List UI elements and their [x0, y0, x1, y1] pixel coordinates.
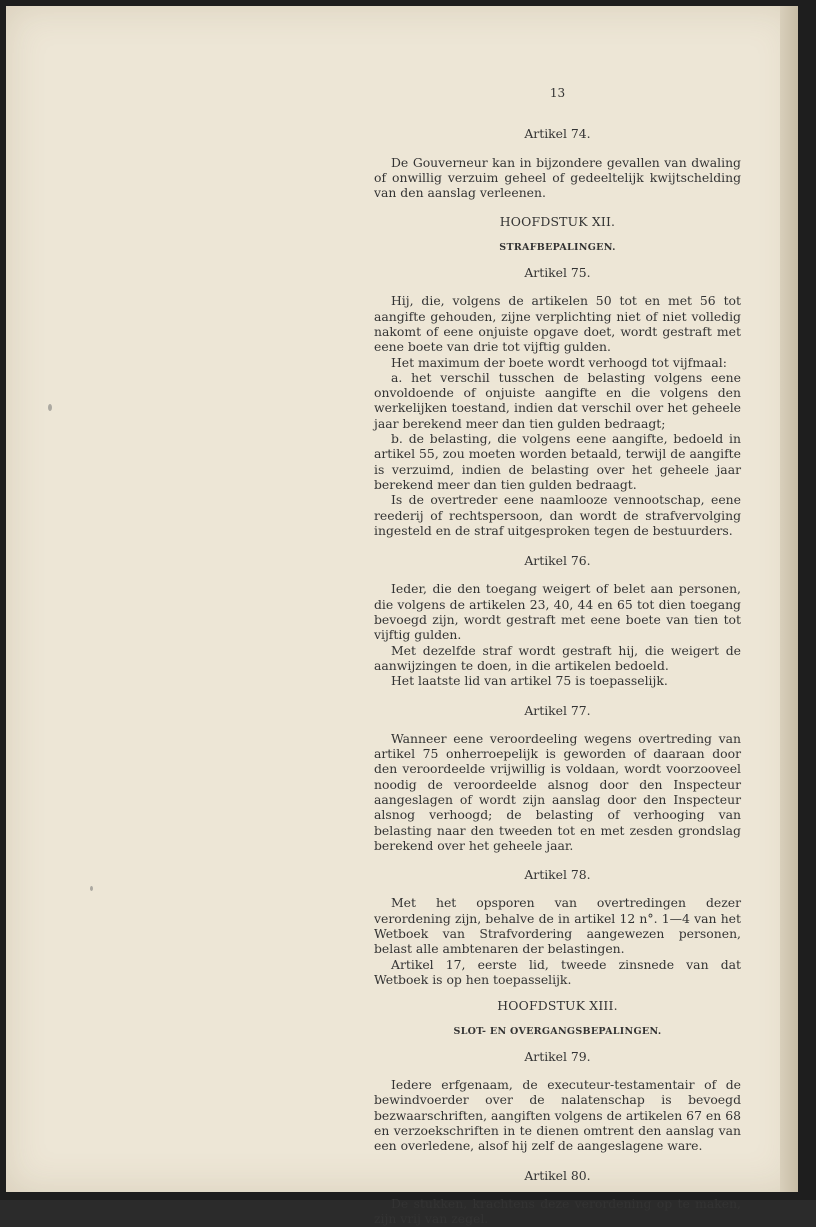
page-number: 13 [549, 86, 566, 100]
article-heading: Artikel 80. [524, 1167, 591, 1183]
article-heading: Artikel 77. [524, 702, 591, 718]
chapter-subtitle: SLOT- EN OVERGANGSBEPALINGEN. [453, 1025, 662, 1037]
ink-smudge [90, 886, 93, 891]
article-paragraph: Iedere erfgenaam, de executeur-testamentair of de bewindvoerder over de nalatenschap is bevoegd bezwaarschriften, aangiften volgens de artikelen 67 en 68 en verzoekschriften in te dienen omtrent den aanslag van een overledene, alsof hij zelf de aangeslagene ware. [374, 1077, 741, 1154]
ink-smudge [48, 404, 52, 411]
article-paragraph: Met dezelfde straf wordt gestraft hij, die weigert de aanwijzingen te doen, in die artikelen bedoeld. [374, 642, 741, 673]
article-paragraph: Wanneer eene veroordeeling wegens overtreding van artikel 75 onherroepelijk is geworden of daaraan door den veroordeelde vrijwillig is voldaan, wordt voorzooveel noodig de veroordeelde alsnog door den Inspecteur aangeslagen of wordt zijn aanslag door den Inspecteur alsnog verhoogd; de belasting of verhooging van belasting naar den tweeden tot en met zesden grondslag berekend over het geheele jaar. [374, 730, 741, 853]
article-paragraph: b. de belasting, die volgens eene aangifte, bedoeld in artikel 55, zou moeten worden betaald, terwijl de aangifte is verzuimd, indien de belasting over het geheele jaar berekend meer dan tien gulden bedraagt. [374, 431, 741, 492]
article-paragraph: Artikel 17, eerste lid, tweede zinsnede van dat Wetboek is op hen toepasselijk. [374, 956, 741, 987]
chapter-title: HOOFDSTUK XII. [499, 214, 616, 230]
document-page [6, 6, 798, 1227]
article-paragraph: Met het opsporen van overtredingen dezer verordening zijn, behalve de in artikel 12 n°. 1—4 van het Wetboek van Strafvordering aangewezen personen, belast alle ambtenaren der belastingen. [374, 895, 741, 957]
article-heading: Artikel 76. [524, 553, 591, 569]
article-paragraph: Het maximum der boete wordt verhoogd tot vijfmaal: [391, 354, 727, 370]
article-heading: Artikel 78. [524, 867, 591, 883]
article-paragraph: De Gouverneur kan in bijzondere gevallen van dwaling of onwillig verzuim geheel of gedeeltelijk kwijtschelding van den aanslag verleenen. [374, 154, 741, 201]
chapter-subtitle: STRAFBEPALINGEN. [499, 241, 616, 253]
article-heading: Artikel 79. [524, 1048, 591, 1064]
article-paragraph: Hij, die, volgens de artikelen 50 tot en met 56 tot aangifte gehouden, zijne verplichting niet of niet volledig nakomt of eene onjuiste opgave doet, wordt gestraft met eene boete van drie tot vijftig gulden. [374, 293, 741, 355]
chapter-title: HOOFDSTUK XIII. [497, 998, 618, 1014]
article-paragraph: Ieder, die den toegang weigert of belet aan personen, die volgens de artikelen 23, 40, 44 en 65 tot dien toegang bevoegd zijn, wordt gestraft met eene boete van tien tot vijftig gulden. [374, 581, 741, 643]
article-paragraph: Het laatste lid van artikel 75 is toepasselijk. [391, 673, 668, 689]
article-paragraph: a. het verschil tusschen de belasting volgens eene onvoldoende of onjuiste aangifte en die volgens den werkelijken toestand, indien dat verschil over het geheele jaar berekend meer dan tien gulden bedraagt; [374, 369, 741, 431]
page-content [374, 86, 741, 1227]
article-heading: Artikel 74. [524, 126, 591, 142]
article-paragraph: De stukken, krachtens deze verordening op te maken, zijn vrij van zegel. [374, 1195, 741, 1227]
page-edge [780, 6, 798, 1192]
article-heading: Artikel 75. [524, 265, 591, 281]
article-paragraph: Is de overtreder eene naamlooze vennootschap, eene reederij of rechtspersoon, dan wordt de strafvervolging ingesteld en de straf uitgesproken tegen de bestuurders. [374, 492, 741, 538]
